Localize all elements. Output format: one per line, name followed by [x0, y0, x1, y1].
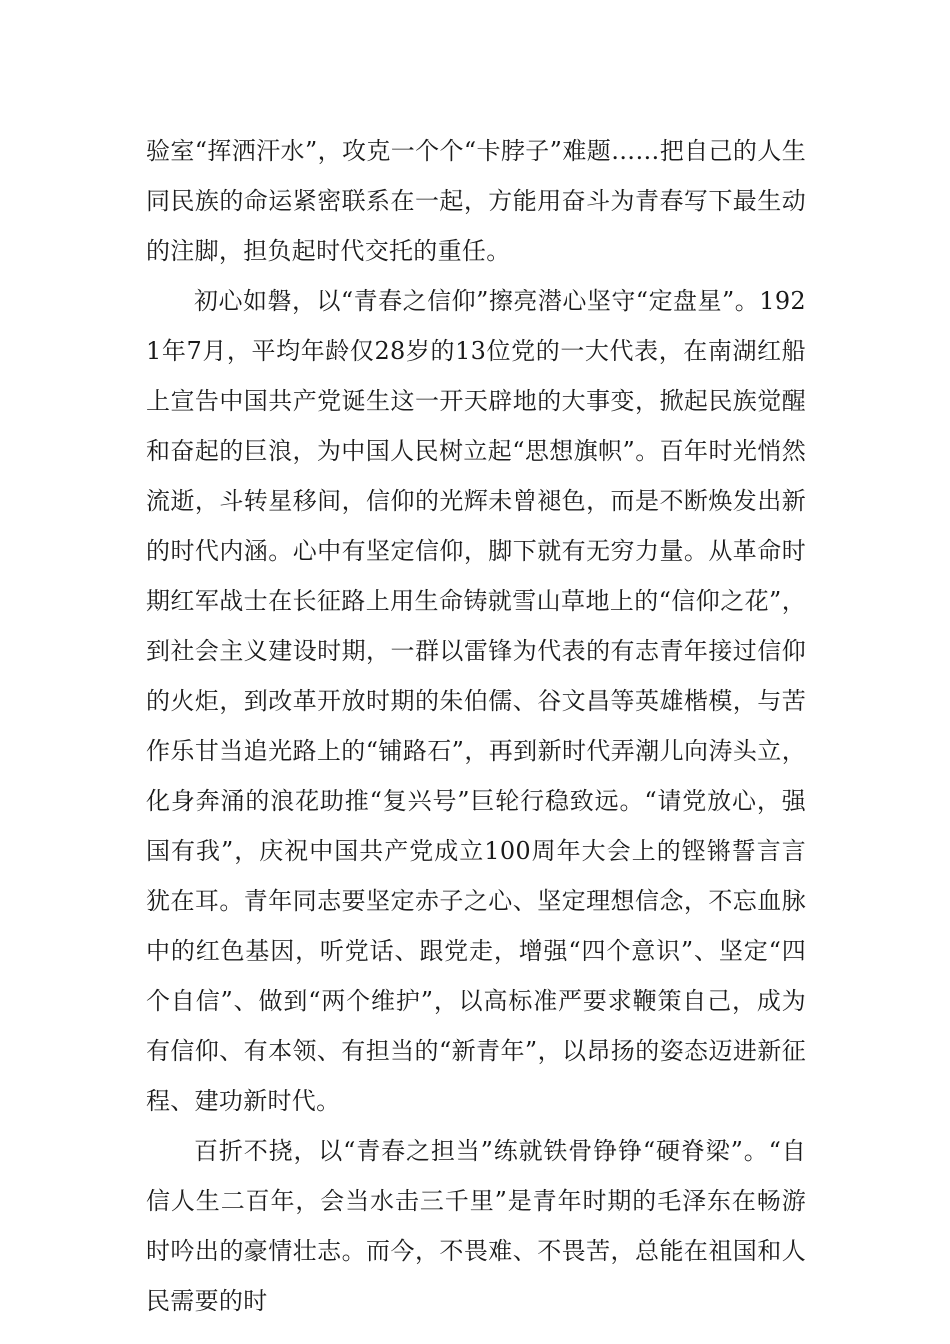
paragraph-responsibility: 百折不挠，以“青春之担当”练就铁骨铮铮“硬脊梁”。“自信人生二百年，会当水击三千里”是青年时期的毛泽东在畅游时吟出的豪情壮志。而今，不畏难、不畏苦，总能在祖国和人民需要的时	[146, 1137, 806, 1315]
paragraph-faith: 初心如磐，以“青春之信仰”擦亮潜心坚守“定盘星”。1921年7月，平均年龄仅28岁的13位党的一大代表，在南湖红船上宣告中国共产党诞生这一开天辟地的大事变，掀起民族觉醒和奋起的巨浪，为中国人民树立起“思想旗帜”。百年时光悄然流逝，斗转星移间，信仰的光辉未曾褪色，而是不断焕发出新的时代内涵。心中有坚定信仰，脚下就有无穷力量。从革命时期红军战士在长征路上用生命铸就雪山草地上的“信仰之花”，到社会主义建设时期，一群以雷锋为代表的有志青年接过信仰的火炬，到改革开放时期的朱伯儒、谷文昌等英雄楷模，与苦作乐甘当追光路上的“铺路石”，再到新时代弄潮儿向涛头立，化身奔涌的浪花助推“复兴号”巨轮行稳致远。“请党放心，强国有我”，庆祝中国共产党成立100周年大会上的铿锵誓言言犹在耳。青年同志要坚定赤子之心、坚定理想信念，不忘血脉中的红色基因，听党话、跟党走，增强“四个意识”、坚定“四个自信”、做到“两个维护”，以高标准严要求鞭策自己，成为有信仰、有本领、有担当的“新青年”，以昂扬的姿态迈进新征程、建功新时代。	[146, 287, 806, 1115]
document-body	[146, 126, 806, 1326]
paragraph-continuation: 验室“挥洒汗水”，攻克一个个“卡脖子”难题……把自己的人生同民族的命运紧密联系在一起，方能用奋斗为青春写下最生动的注脚，担负起时代交托的重任。	[146, 137, 806, 265]
